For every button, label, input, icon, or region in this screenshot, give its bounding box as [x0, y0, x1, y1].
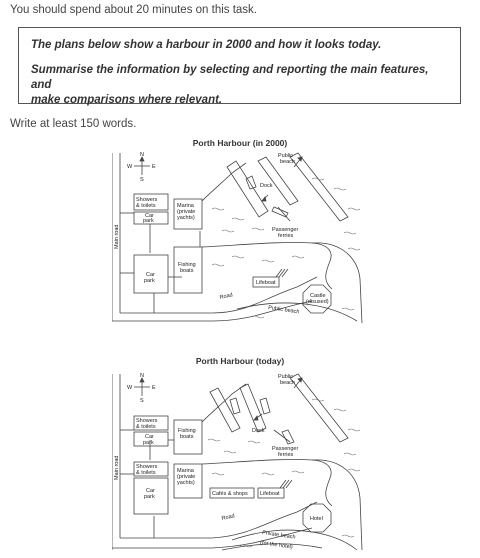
label-fishing-2000: Fishing — [178, 262, 196, 268]
label-ferries2-today: ferries — [278, 452, 294, 458]
label-fishing2-today: boats — [180, 434, 194, 440]
label-beach2-2000: beach — [280, 159, 295, 165]
label-showers-top-today: Showers — [136, 418, 158, 424]
label-cafes-today: Cafés & shops — [212, 491, 248, 497]
label-lifeboat-today: Lifeboat — [260, 491, 280, 497]
label-carpark-bottom2-2000: park — [144, 278, 155, 284]
label-privatebeach-today: Private beach — [261, 530, 296, 541]
compass-e-today: E — [152, 385, 156, 391]
label-marina3-2000: yachts) — [177, 215, 195, 221]
label-dock-today: Dock — [252, 428, 265, 434]
label-beach-2000: Public — [278, 153, 293, 159]
label-carpark-top2-today: park — [143, 440, 154, 446]
task-line-2b: make comparisons where relevant. — [31, 94, 223, 106]
label-road-today: Road — [221, 513, 236, 522]
label-castle-2000: Castle — [310, 293, 326, 299]
harbour-map-2000 — [112, 149, 368, 323]
compass-e-2000: E — [152, 164, 156, 170]
task-box — [18, 27, 461, 104]
compass-s-2000: S — [140, 177, 144, 183]
label-marina2-2000: (private — [177, 209, 196, 215]
task-line-2 — [31, 63, 448, 108]
label-ferries-today: Passenger — [272, 446, 299, 452]
label-privatebeach2-today: (for the hotel) — [259, 540, 293, 551]
label-showers-2000: Showers — [136, 197, 158, 203]
label-ferries-2000: Passenger — [272, 227, 299, 233]
map-title-today: Porth Harbour (today) — [195, 356, 285, 366]
label-carpark-bottom-2000: Car — [146, 272, 155, 278]
label-beach-today: Public — [278, 374, 293, 380]
task-line-2a: Summarise the information by selecting and reporting the main features, and — [31, 64, 429, 91]
label-marina-today: Marina — [177, 468, 194, 474]
label-mainroad-today: Main road — [114, 455, 120, 480]
label-carpark-top2-2000: park — [143, 218, 154, 224]
label-beach2-today: beach — [280, 380, 295, 386]
harbour-map-today — [112, 370, 368, 552]
word-count-instruction: Write at least 150 words. — [10, 118, 137, 130]
map-today — [112, 370, 368, 551]
label-castle2-2000: (disused) — [306, 299, 329, 305]
task-line-1: The plans below show a harbour in 2000 and how it looks today. — [31, 39, 382, 51]
label-carpark-top-today: Car — [145, 434, 154, 440]
map-title-2000: Porth Harbour (in 2000) — [192, 138, 288, 148]
label-showers-bottom-today: Showers — [136, 464, 158, 470]
label-carpark-top-2000: Car — [145, 213, 154, 219]
map-2000 — [112, 149, 368, 323]
label-dock-2000: Dock — [260, 183, 273, 189]
label-hotel-today: Hotel — [310, 516, 323, 522]
compass-w-today: W — [127, 385, 133, 391]
label-toilets-bottom-today: & toilets — [136, 470, 156, 476]
compass-n-today: N — [140, 373, 144, 379]
label-carpark-bottom2-today: park — [144, 494, 155, 500]
label-toilets-top-today: & toilets — [136, 424, 156, 430]
compass-s-today: S — [140, 398, 144, 404]
label-marina3-today: yachts) — [177, 480, 195, 486]
compass-n-2000: N — [140, 152, 144, 158]
label-mainroad-2000: Main road — [114, 224, 120, 249]
compass-w-2000: W — [127, 164, 133, 170]
label-carpark-bottom-today: Car — [146, 488, 155, 494]
label-toilets-2000: & toilets — [136, 203, 156, 209]
label-marina-2000: Marina — [177, 203, 194, 209]
label-marina2-today: (private — [177, 474, 196, 480]
label-ferries2-2000: ferries — [278, 233, 294, 239]
label-fishing-today: Fishing — [178, 428, 196, 434]
intro-text: You should spend about 20 minutes on this task. — [10, 4, 257, 16]
label-publicbeach-2000: Public beach — [267, 305, 300, 316]
label-lifeboat-2000: Lifeboat — [256, 280, 276, 286]
label-fishing2-2000: boats — [180, 268, 194, 274]
label-road-2000: Road — [219, 292, 234, 301]
